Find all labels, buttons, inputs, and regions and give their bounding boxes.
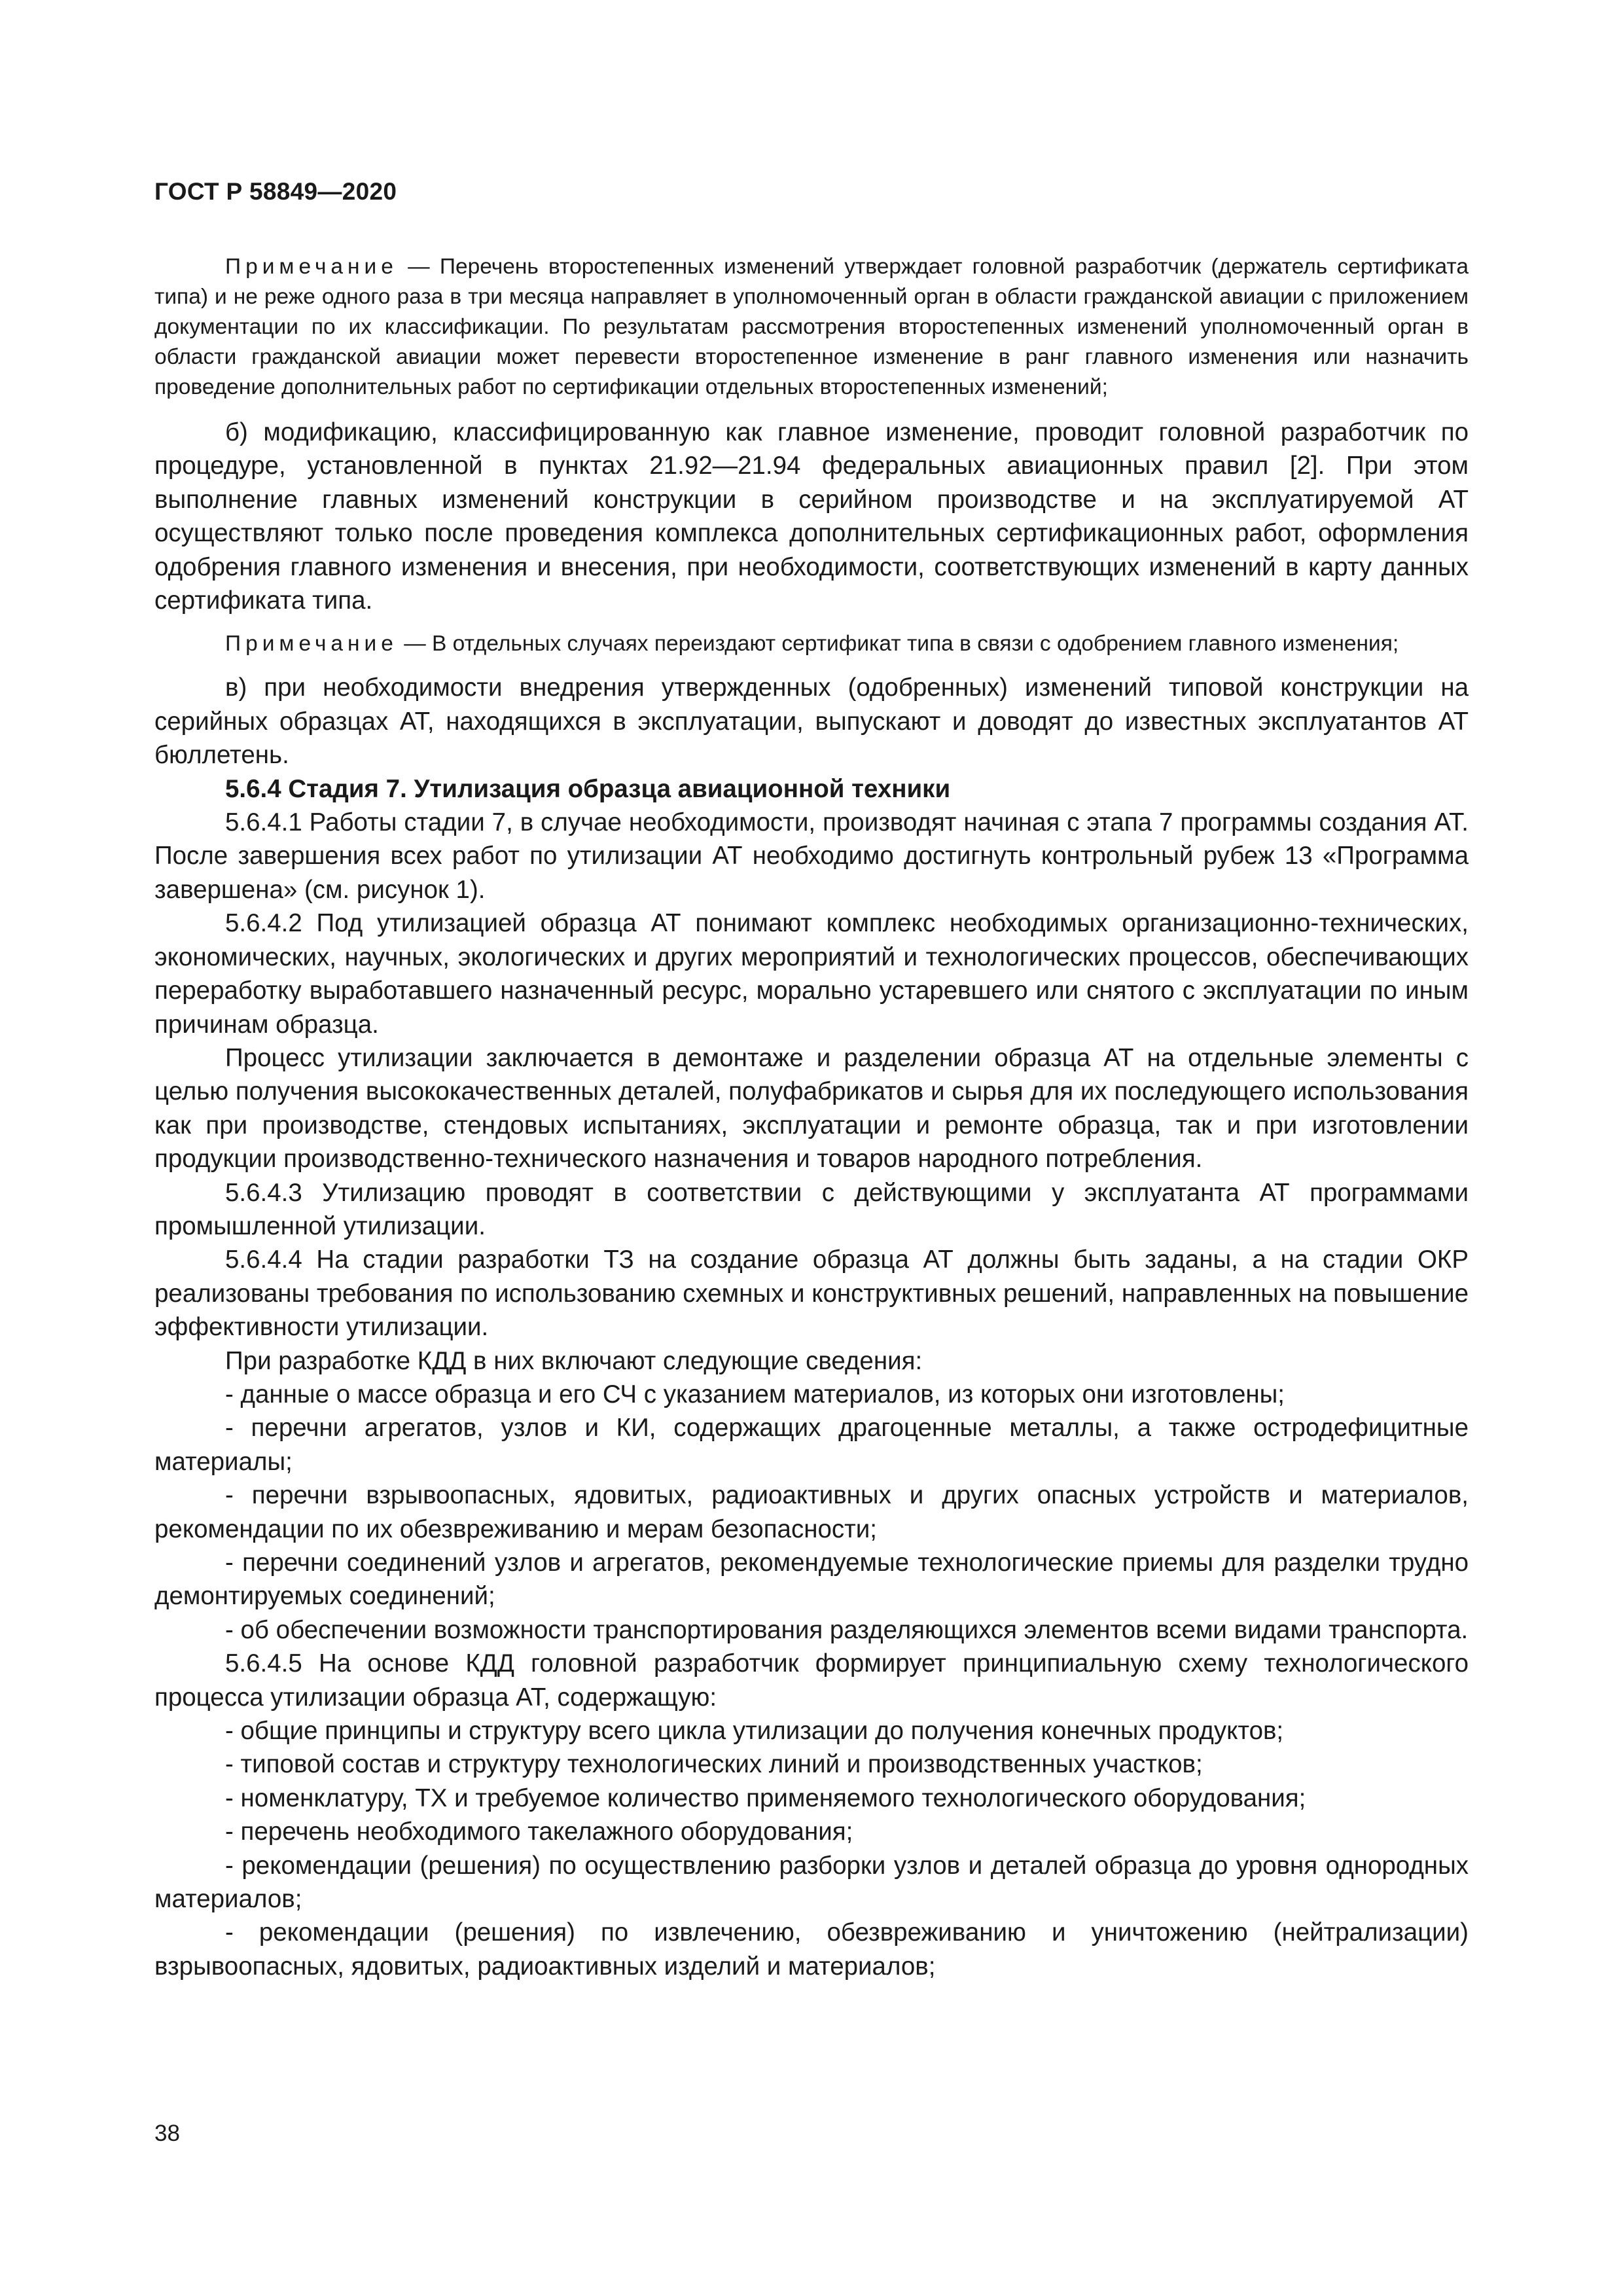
- list-item: - номенклатуру, ТХ и требуемое количество применяемого технологического оборудования;: [225, 1784, 1306, 1812]
- page-number: 38: [154, 2121, 180, 2146]
- paragraph-5-6-4-5: 5.6.4.5 На основе КДД головной разработчик формирует принципиальную схему технологического процесса утилизации образца АТ, содержащую:: [154, 1649, 1469, 1712]
- note-text: — В отдельных случаях переиздают сертификат типа в связи с одобрением главного изменения;: [397, 632, 1399, 656]
- note-label: Примечание: [225, 255, 398, 279]
- document-header-id: ГОСТ Р 58849—2020: [154, 178, 397, 205]
- paragraph-5-6-4-3: 5.6.4.3 Утилизацию проводят в соответствии с действующими у эксплуатанта АТ программами промышленной утилизации.: [154, 1178, 1469, 1240]
- list-item: - данные о массе образца и его СЧ с указанием материалов, из которых они изготовлены;: [225, 1380, 1285, 1408]
- paragraph-5-6-4-1: 5.6.4.1 Работы стадии 7, в случае необходимости, производят начиная с этапа 7 программы создания АТ. После завершения всех работ по утилизации АТ необходимо достигнуть контрольный рубеж 13 «Программа завершена» (см. рисунок 1).: [154, 808, 1469, 904]
- document-body: [154, 252, 1469, 1983]
- list-item: - рекомендации (решения) по осуществлению разборки узлов и деталей образца до уровня однородных материалов;: [154, 1851, 1469, 1914]
- list-item: - перечни взрывоопасных, ядовитых, радиоактивных и других опасных устройств и материалов, рекомендации по их обезвреживанию и мерам безопасности;: [154, 1481, 1469, 1543]
- list-item: - рекомендации (решения) по извлечению, обезвреживанию и уничтожению (нейтрализации) взрывоопасных, ядовитых, радиоактивных изделий и материалов;: [154, 1918, 1469, 1981]
- note-text: — Перечень второстепенных изменений утверждает головной разработчик (держатель сертификата типа) и не реже одного раза в три месяца направляет в уполномоченный орган в области гражданской авиации с приложением документации по их классификации. По результатам рассмотрения второстепенных изменений уполномоченный орган в области гражданской авиации может перевести второстепенное изменение в ранг главного изменения или назначить проведение дополнительных работ по сертификации отдельных второстепенных изменений;: [154, 255, 1469, 399]
- paragraph-process: Процесс утилизации заключается в демонтаже и разделении образца АТ на отдельные элементы с целью получения высококачественных деталей, полуфабрикатов и сырья для их последующего использования как при производстве, стендовых испытаниях, эксплуатации и ремонте образца, так и при изготовлении продукции производственно-технического назначения и товаров народного потребления.: [154, 1043, 1469, 1174]
- list-item: - типовой состав и структуру технологических линий и производственных участков;: [225, 1750, 1203, 1779]
- note-paragraph: [154, 252, 1469, 403]
- paragraph-kdd-intro: При разработке КДД в них включают следующие сведения:: [225, 1346, 923, 1375]
- note-paragraph: [154, 629, 1469, 659]
- list-item-v: в) при необходимости внедрения утвержденных (одобренных) изменений типовой конструкции на серийных образцах АТ, находящихся в эксплуатации, выпускают и доводят до известных эксплуатантов АТ бюллетень.: [154, 673, 1469, 770]
- note-label: Примечание: [225, 632, 398, 656]
- list-item: - об обеспечении возможности транспортирования разделяющихся элементов всеми видами транспорта.: [225, 1615, 1469, 1644]
- list-item: - общие принципы и структуру всего цикла утилизации до получения конечных продуктов;: [225, 1717, 1284, 1746]
- list-item: - перечень необходимого такелажного оборудования;: [225, 1818, 853, 1846]
- section-heading: 5.6.4 Стадия 7. Утилизация образца авиационной техники: [225, 774, 951, 803]
- paragraph-5-6-4-2: 5.6.4.2 Под утилизацией образца АТ понимают комплекс необходимых организационно-технических, экономических, научных, экологических и других мероприятий и технологических процессов, обеспечивающих переработку выработавшего назначенный ресурс, морально устаревшего или снятого с эксплуатации по иным причинам образца.: [154, 909, 1469, 1039]
- list-item: - перечни агрегатов, узлов и КИ, содержащих драгоценные металлы, а также остродефицитные материалы;: [154, 1414, 1469, 1476]
- list-item: - перечни соединений узлов и агрегатов, рекомендуемые технологические приемы для разделки трудно демонтируемых соединений;: [154, 1549, 1469, 1611]
- paragraph-5-6-4-4: 5.6.4.4 На стадии разработки ТЗ на создание образца АТ должны быть заданы, а на стадии ОКР реализованы требования по использованию схемных и конструктивных решений, направленных на повышение эффективности утилизации.: [154, 1246, 1469, 1342]
- list-item-b: б) модификацию, классифицированную как главное изменение, проводит головной разработчик по процедуре, установленной в пунктах 21.92—21.94 федеральных авиационных правил [2]. При этом выполнение главных изменений конструкции в серийном производстве и на эксплуатируемой АТ осуществляют только после проведения комплекса дополнительных сертификационных работ, оформления одобрения главного изменения и внесения, при необходимости, соответствующих изменений в карту данных сертификата типа.: [154, 418, 1469, 615]
